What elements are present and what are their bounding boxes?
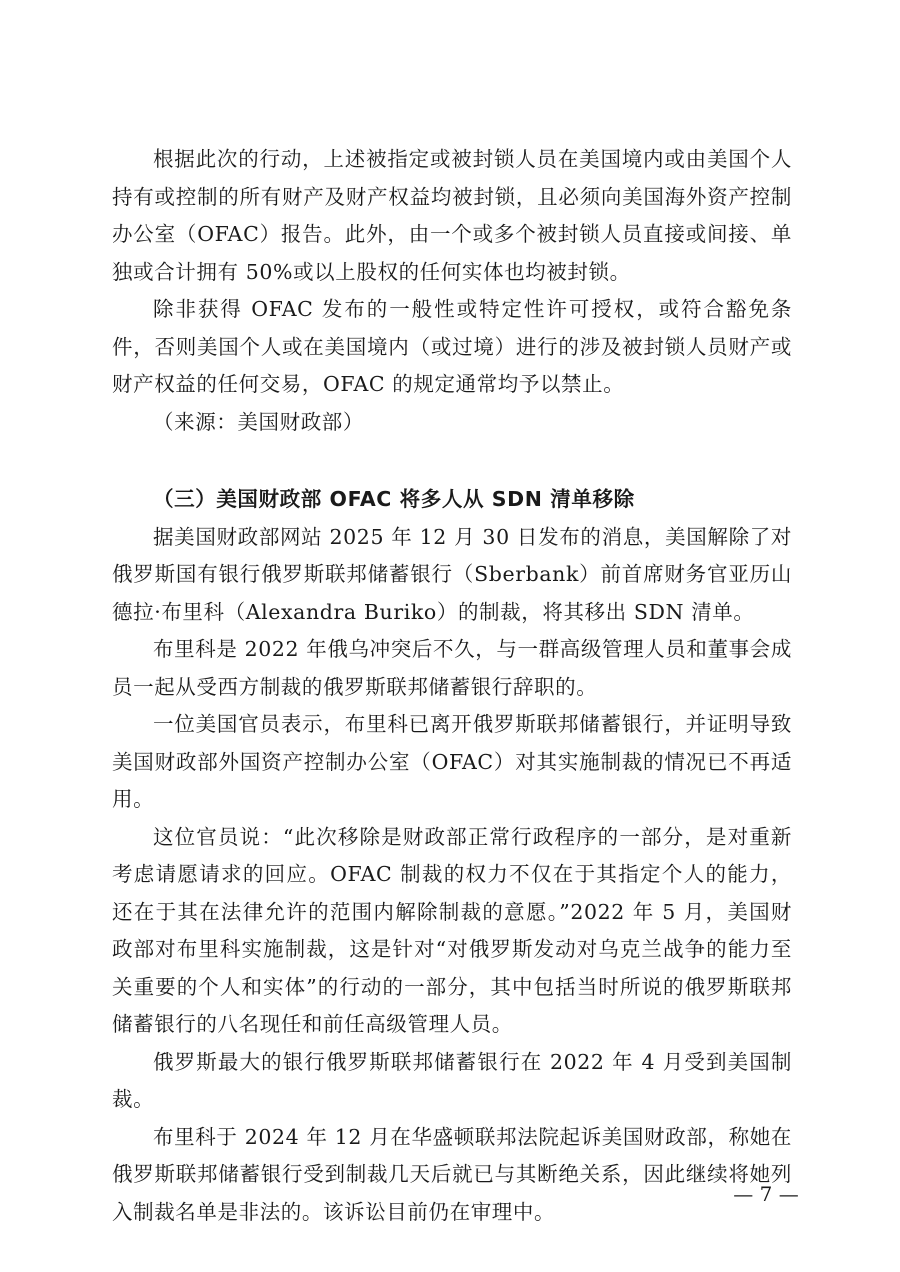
source-note: （来源：美国财政部） bbox=[153, 409, 364, 434]
paragraph-official-statement: 一位美国官员表示，布里科已离开俄罗斯联邦储蓄银行，并证明导致美国财政部外国资产控制办公室（OFAC）对其实施制裁的情况已不再适用。 bbox=[112, 712, 792, 811]
paragraph-resignation: 布里科是 2022 年俄乌冲突后不久，与一群高级管理人员和董事会成员一起从受西方制裁的俄罗斯联邦储蓄银行辞职的。 bbox=[112, 637, 792, 699]
paragraph-license-rule: 除非获得 OFAC 发布的一般性或特定性许可授权，或符合豁免条件，否则美国个人或在美国境内（或过境）进行的涉及被封锁人员财产或财产权益的任何交易，OFAC 的规定通常均予以禁止。 bbox=[112, 297, 792, 396]
paragraph-sberbank-sanction: 俄罗斯最大的银行俄罗斯联邦储蓄银行在 2022 年 4 月受到美国制裁。 bbox=[112, 1049, 792, 1111]
page-content bbox=[112, 141, 792, 1231]
paragraph-lawsuit: 布里科于 2024 年 12 月在华盛顿联邦法院起诉美国财政部，称她在俄罗斯联邦储蓄银行受到制裁几天后就已与其断绝关系，因此继续将她列入制裁名单是非法的。该诉讼目前仍在审理中。 bbox=[112, 1124, 792, 1224]
section-heading: （三）美国财政部 OFAC 将多人从 SDN 清单移除 bbox=[153, 487, 635, 511]
paragraph-blocking-rule: 根据此次的行动，上述被指定或被封锁人员在美国境内或由美国个人持有或控制的所有财产及财产权益均被封锁，且必须向美国海外资产控制办公室（OFAC）报告。此外，由一个或多个被封锁人员直接或间接、单独或合计拥有 50%或以上股权的任何实体也均被封锁。 bbox=[112, 147, 792, 284]
paragraph-announcement: 据美国财政部网站 2025 年 12 月 30 日发布的消息，美国解除了对俄罗斯国有银行俄罗斯联邦储蓄银行（Sberbank）前首席财务官亚历山德拉·布里科（Alexandra Buriko）的制裁，将其移出 SDN 清单。 bbox=[112, 524, 792, 624]
paragraph-official-quote: 这位官员说：“此次移除是财政部正常行政程序的一部分，是对重新考虑请愿请求的回应。OFAC 制裁的权力不仅在于其指定个人的能力，还在于其在法律允许的范围内解除制裁的意愿。”2022 年 5 月，美国财政部对布里科实施制裁，这是针对“对俄罗斯发动对乌克兰战争的能力至关重要的个人和实体”的行动的一部分，其中包括当时所说的俄罗斯联邦储蓄银行的八名现任和前任高级管理人员。 bbox=[112, 824, 792, 1036]
page-number: — 7 — bbox=[733, 1182, 799, 1206]
